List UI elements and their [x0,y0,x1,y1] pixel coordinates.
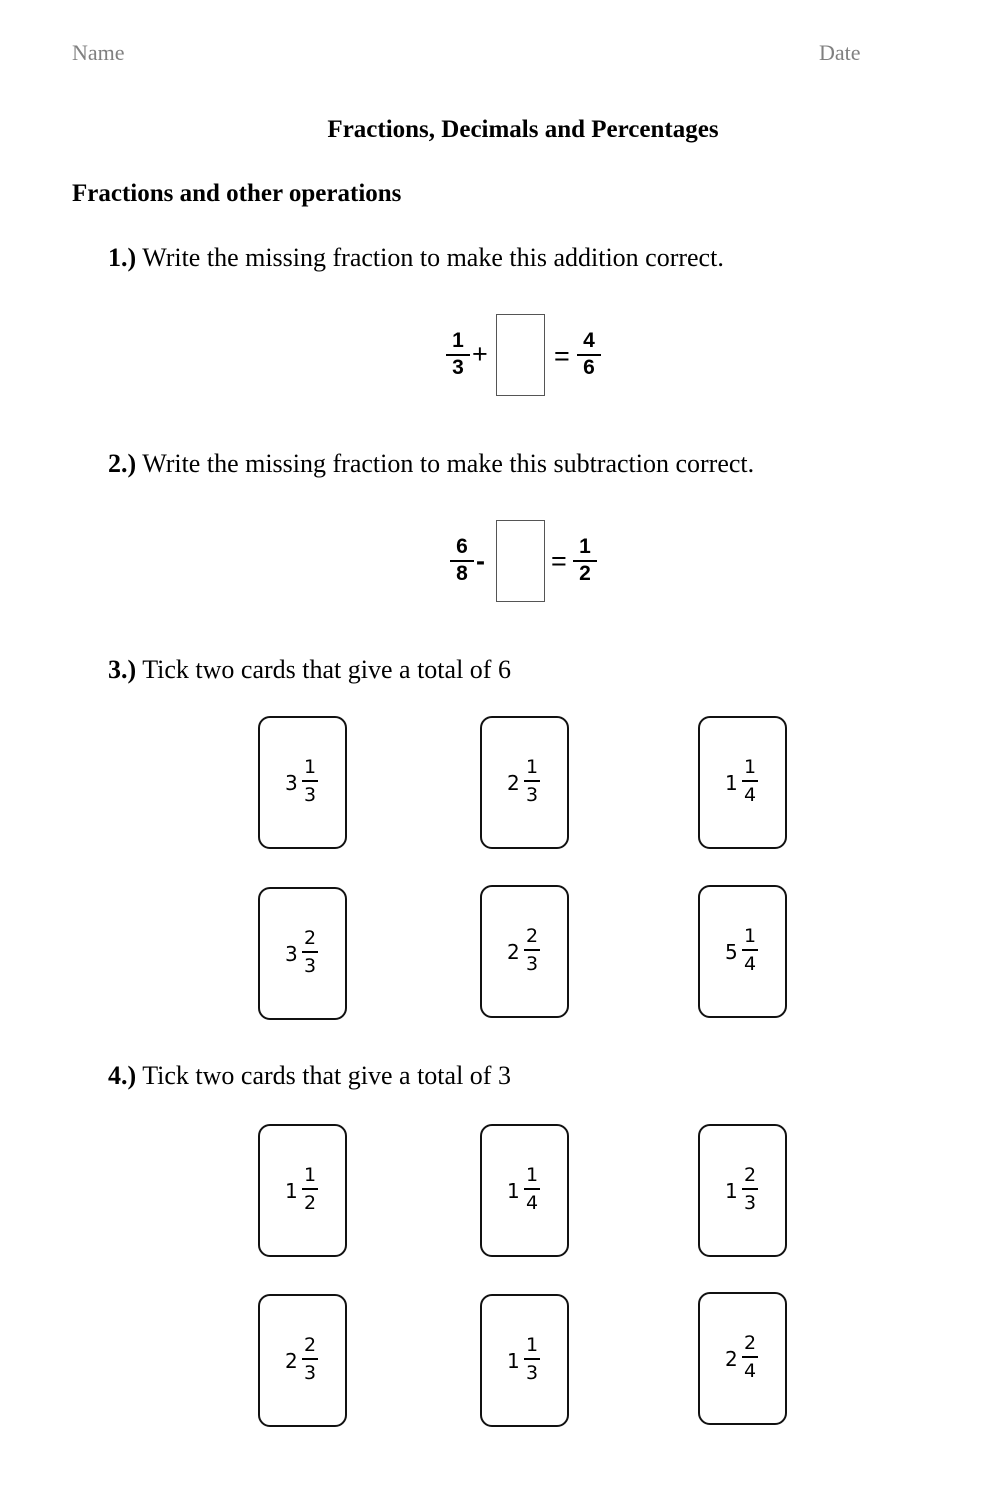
equals-sign: = [551,546,567,576]
date-label: Date [819,40,861,65]
question-number: 2.) [108,449,137,478]
fraction-operand: 1 3 [444,330,472,379]
question-3 [108,655,511,685]
answer-box-1[interactable] [496,314,545,396]
card[interactable]: 2 2 4 [698,1292,787,1425]
plus-sign: + [472,339,488,369]
question-text: Tick two cards that give a total of 3 [136,1061,511,1090]
question-text: Tick two cards that give a total of 6 [136,655,511,684]
question-4 [108,1061,511,1091]
name-label: Name [72,40,125,65]
card[interactable]: 1 1 4 [480,1124,569,1257]
card[interactable]: 1 1 4 [698,716,787,849]
fraction-result: 1 2 [571,536,599,585]
card[interactable]: 3 2 3 [258,887,347,1020]
card[interactable]: 5 1 4 [698,885,787,1018]
question-2 [108,449,754,479]
card[interactable]: 2 2 3 [480,885,569,1018]
question-1 [108,243,724,273]
page-title: Fractions, Decimals and Percentages [327,116,719,143]
answer-box-2[interactable] [496,520,545,602]
minus-sign: - [476,546,485,576]
section-title: Fractions and other operations [72,180,402,207]
fraction-result: 4 6 [575,330,603,379]
card[interactable]: 1 2 3 [698,1124,787,1257]
equals-sign: = [554,341,570,371]
question-text: Write the missing fraction to make this addition correct. [136,243,724,272]
question-text: Write the missing fraction to make this subtraction correct. [136,449,755,478]
card[interactable]: 1 1 3 [480,1294,569,1427]
card[interactable]: 3 1 3 [258,716,347,849]
fraction-operand: 6 8 [448,536,476,585]
question-number: 4.) [108,1061,137,1090]
question-number: 1.) [108,243,137,272]
question-number: 3.) [108,655,137,684]
card[interactable]: 1 1 2 [258,1124,347,1257]
card[interactable]: 2 1 3 [480,716,569,849]
card[interactable]: 2 2 3 [258,1294,347,1427]
